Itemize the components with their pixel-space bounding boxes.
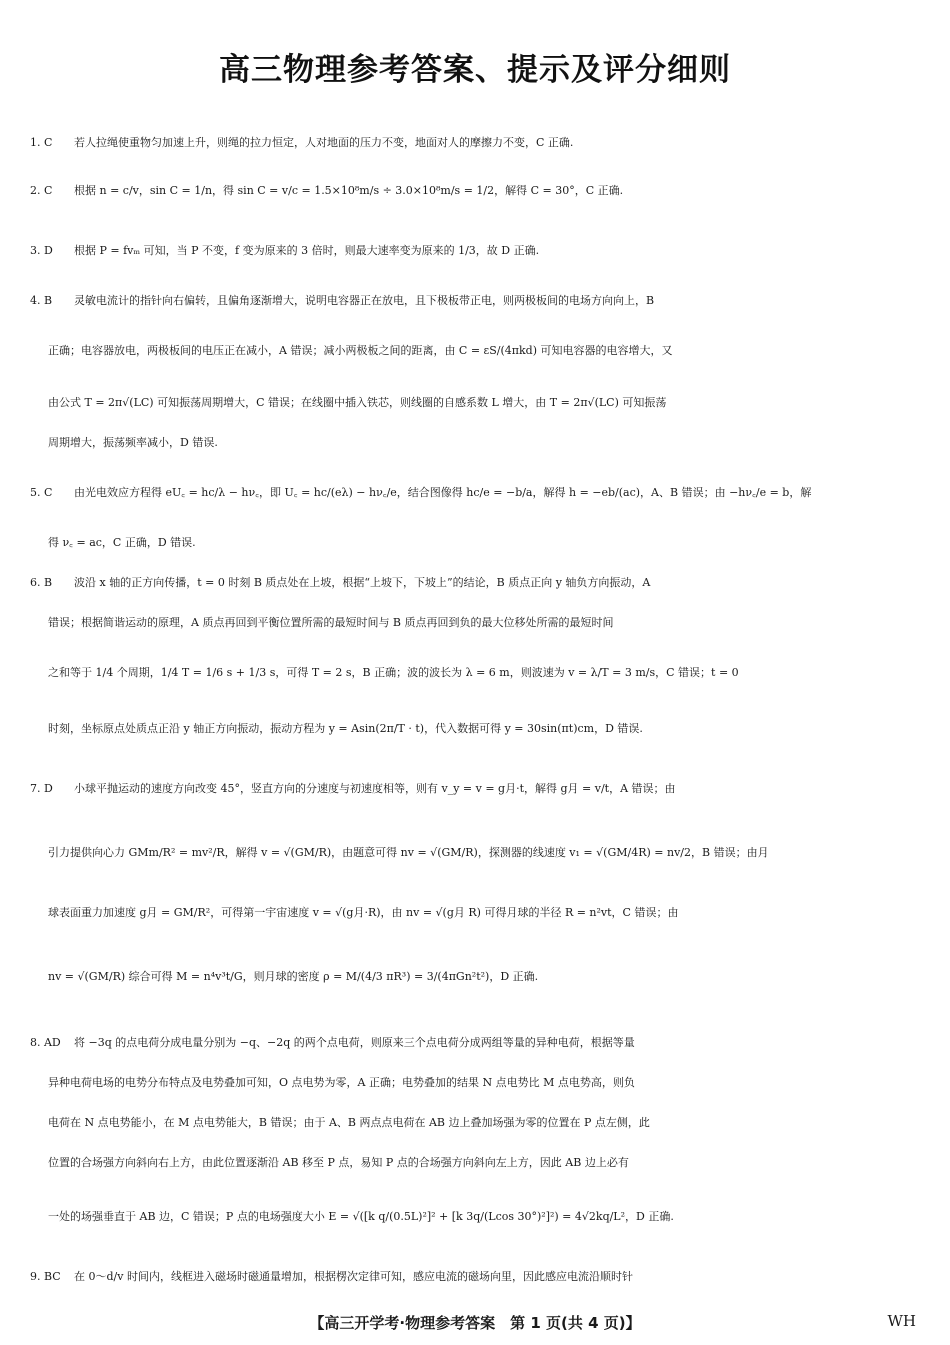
- answer-text: 位置的合场强方向斜向右上方，由此位置逐渐沿 AB 移至 P 点，易知 P 点的合场强方向斜向左上方，因此 AB 边上必有: [48, 1156, 629, 1169]
- answer-line: [48, 532, 950, 554]
- answer-line: [48, 612, 950, 634]
- answer-line: [48, 718, 950, 740]
- page-title: 高三物理参考答案、提示及评分细则: [219, 52, 731, 88]
- answer-line: [30, 778, 940, 800]
- question-number: 2. C: [30, 184, 53, 197]
- answer-text: 将 −3q 的点电荷分成电量分别为 −q、−2q 的两个点电荷，则原来三个点电荷分成两组等量的异种电荷，根据等量: [74, 1036, 635, 1049]
- answer-line: [48, 842, 950, 864]
- answer-line: [30, 1266, 940, 1288]
- answer-text: 电荷在 N 点电势能小，在 M 点电势能大，B 错误；由于 A、B 两点点电荷在 AB 边上叠加场强为零的位置在 P 点左侧，此: [48, 1116, 650, 1129]
- answer-text: 波沿 x 轴的正方向传播，t = 0 时刻 B 质点处在上坡，根据“上坡下，下坡上”的结论，B 质点正向 y 轴负方向振动，A: [74, 576, 651, 589]
- answer-line: [48, 1206, 950, 1228]
- answer-text: 由公式 T = 2π√(LC) 可知振荡周期增大，C 错误；在线圈中插入铁芯，则线圈的自感系数 L 增大，由 T = 2π√(LC) 可知振荡: [48, 396, 667, 409]
- answer-text: 球表面重力加速度 g月 = GM/R²，可得第一宇宙速度 v = √(g月·R)，由 nv = √(g月 R) 可得月球的半径 R = n²vt，C 错误；由: [48, 906, 679, 919]
- answer-text: nv = √(GM/R) 综合可得 M = n⁴v³t/G，则月球的密度 ρ = M/(4/3 πR³) = 3/(4πGn²t²)，D 正确.: [48, 970, 539, 983]
- answer-text: 灵敏电流计的指针向右偏转，且偏角逐渐增大，说明电容器正在放电，且下极板带正电，则两极板间的电场方向向上，B: [74, 294, 655, 307]
- footer-code: WH: [887, 1312, 916, 1330]
- answer-line: [48, 392, 950, 414]
- answer-text: 周期增大，振荡频率减小，D 错误.: [48, 436, 218, 449]
- answer-text: 小球平抛运动的速度方向改变 45°，竖直方向的分速度与初速度相等，则有 v_y = v = g月·t，解得 g月 = v/t，A 错误；由: [74, 782, 676, 795]
- question-number: 6. B: [30, 576, 53, 589]
- answer-line: [30, 482, 940, 504]
- question-number: 9. BC: [30, 1270, 61, 1283]
- answer-text: 在 0～d/v 时间内，线框进入磁场时磁通量增加，根据楞次定律可知，感应电流的磁场向里，因此感应电流沿顺时针: [74, 1270, 633, 1283]
- answer-text: 错误；根据简谐运动的原理，A 质点再回到平衡位置所需的最短时间与 B 质点再回到负的最大位移处所需的最短时间: [48, 616, 614, 629]
- question-number: 7. D: [30, 782, 53, 795]
- answer-line: [48, 340, 950, 362]
- answer-line: [48, 1072, 950, 1094]
- answer-line: [30, 290, 940, 312]
- answer-text: 时刻，坐标原点处质点正沿 y 轴正方向振动，振动方程为 y = Asin(2π/T · t)，代入数据可得 y = 30sin(πt)cm，D 错误.: [48, 722, 643, 735]
- answer-line: [48, 432, 950, 454]
- answer-text: 异种电荷电场的电势分布特点及电势叠加可知，O 点电势为零，A 正确；电势叠加的结果 N 点电势比 M 点电势高，则负: [48, 1076, 635, 1089]
- page-footer: 【高三开学考·物理参考答案 第 1 页(共 4 页)】: [309, 1314, 641, 1332]
- answer-text: 引力提供向心力 GMm/R² = mv²/R，解得 v = √(GM/R)，由题意可得 nv = √(GM/R)，探测器的线速度 v₁ = √(GM/4R) = nv/2，B 错误；由月: [48, 846, 769, 859]
- answer-text: 得 ν꜀ = ac，C 正确，D 错误.: [48, 536, 196, 549]
- answer-text: 若人拉绳使重物匀加速上升，则绳的拉力恒定，人对地面的压力不变，地面对人的摩擦力不变，C 正确.: [74, 136, 574, 149]
- answer-text: 根据 n = c/v，sin C = 1/n，得 sin C = v/c = 1.5×10⁸m/s ÷ 3.0×10⁸m/s = 1/2，解得 C = 30°，C 正确.: [74, 184, 624, 197]
- answer-text: 正确；电容器放电，两极板间的电压正在减小，A 错误；减小两极板之间的距离，由 C = εS/(4πkd) 可知电容器的电容增大，又: [48, 344, 673, 357]
- answer-line: [48, 1152, 950, 1174]
- answer-line: [48, 1112, 950, 1134]
- answer-line: [48, 966, 950, 988]
- question-number: 4. B: [30, 294, 53, 307]
- answer-line: [30, 572, 940, 594]
- answer-line: [30, 1032, 940, 1054]
- question-number: 1. C: [30, 136, 53, 149]
- answer-text: 一处的场强垂直于 AB 边，C 错误；P 点的电场强度大小 E = √([k q/(0.5L)²]² + [k 3q/(Lcos 30°)²]²) = 4√2kq/L²，D 正确.: [48, 1210, 674, 1223]
- answer-line: [30, 240, 940, 262]
- answer-text: 之和等于 1/4 个周期，1/4 T = 1/6 s + 1/3 s，可得 T = 2 s，B 正确；波的波长为 λ = 6 m，则波速为 v = λ/T = 3 m/s，C 错误；t = 0: [48, 666, 739, 679]
- answer-line: [48, 662, 950, 684]
- answer-line: [30, 132, 940, 154]
- answer-text: 根据 P = fvₘ 可知，当 P 不变，f 变为原来的 3 倍时，则最大速率变为原来的 1/3，故 D 正确.: [74, 244, 540, 257]
- question-number: 3. D: [30, 244, 53, 257]
- answer-line: [30, 180, 940, 202]
- question-number: 8. AD: [30, 1036, 61, 1049]
- answer-text: 由光电效应方程得 eU꜀ = hc/λ − hν꜀，即 U꜀ = hc/(eλ) − hν꜀/e，结合图像得 hc/e = −b/a，解得 h = −eb/(ac)，A、B 错误；由 −hν꜀/e = b，解: [74, 486, 812, 499]
- answer-line: [48, 902, 950, 924]
- question-number: 5. C: [30, 486, 53, 499]
